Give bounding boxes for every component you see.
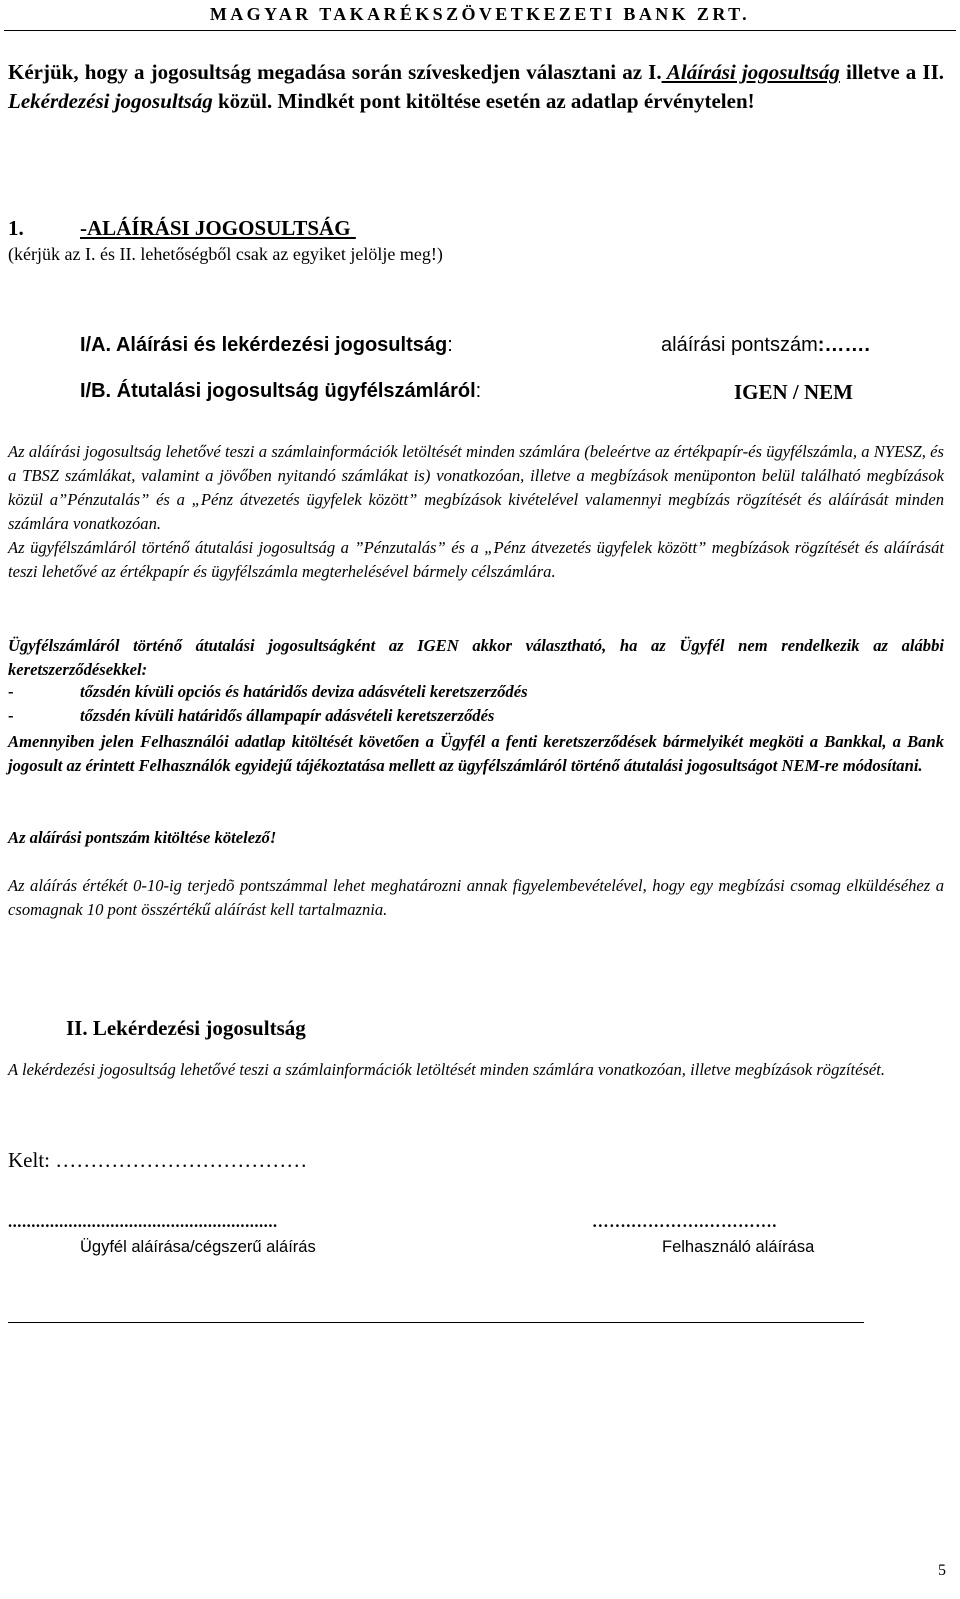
customer-signature-line[interactable]: ..........................................................	[8, 1212, 278, 1231]
customer-signature-label: Ügyfél aláírása/cégszerű aláírás	[80, 1238, 316, 1256]
notice-query-right: Lekérdezési jogosultság	[8, 89, 213, 113]
paragraph-transfer-condition: Ügyfélszámláról történő átutalási jogosultságként az IGEN akkor választható, ha az Ügyfél nem rendelkezik az alábbi keretszerződésekkel:	[8, 636, 944, 679]
option-ia-code: I/A.	[80, 334, 112, 356]
section-1-heading: -ALÁÍRÁSI JOGOSULTSÁG	[80, 216, 356, 240]
notice-text-3: közül. Mindkét pont kitöltése esetén az adatlap érvénytelen!	[212, 89, 755, 113]
notice-text-2: illetve a II.	[839, 60, 945, 84]
option-ib-label	[80, 380, 481, 403]
list-item	[8, 682, 528, 702]
paragraph-contract-change: Amennyiben jelen Felhasználói adatlap kitöltését követően a Ügyfél a fenti keretszerződések bármelyikét megköti a Bankkal, a Bank jogosult az érintett Felhasználók egyidejű tájékoztatása mellett az ügyfélszámláról történő átutalási jogosultságot NEM-re módosítani.	[8, 732, 944, 775]
paragraph-points-mandatory: Az aláírási pontszám kitöltése kötelező!	[8, 828, 277, 847]
option-ib-colon: :	[475, 380, 482, 402]
list-item-text: tőzsdén kívüli határidős állampapír adásvételi keretszerződés	[80, 706, 495, 725]
section-2-title: II. Lekérdezési jogosultság	[66, 1016, 306, 1040]
selection-notice	[8, 58, 944, 116]
list-item-text: tőzsdén kívüli opciós és határidős deviza adásvételi keretszerződés	[80, 682, 528, 701]
paragraph-signing-right: Az aláírási jogosultság lehetővé teszi a számlainformációk letöltését minden számlára (beleértve az értékpapír-és ügyfélszámla, a NYESZ, és a TBSZ számlákat, valamint a jövőben nyitandó számlákat is) vonatkozóan, illetve a megbízások menüponton belül található megbízások közül a”Pénzutalás” és a „Pénz átvezetés ügyfelek között” megbízások kivételével valamennyi megbízás rögzítését és aláírását minden számlára vonatkozóan.	[8, 442, 944, 533]
option-ib-text: Átutalási jogosultság ügyfélszámláról	[111, 380, 476, 402]
header-divider	[4, 30, 956, 31]
page-number: 5	[938, 1562, 946, 1579]
option-ia-colon: :	[447, 334, 453, 356]
list-dash: -	[8, 682, 14, 701]
notice-text-1: Kérjük, hogy a jogosultság megadása során szíveskedjen választani az I.	[8, 60, 662, 84]
paragraph-transfer-right: Az ügyfélszámláról történő átutalási jogosultság a ”Pénzutalás” és a „Pénz átvezetés ügyfelek között” megbízások rögzítését és aláírását teszi lehetővé az értékpapír és ügyfélszámla megterhelésével bármely célszámlára.	[8, 538, 944, 581]
signature-points-field[interactable]	[661, 334, 870, 357]
section-1-number: 1.	[8, 216, 24, 240]
user-signature-line[interactable]: …….………….………….	[592, 1212, 777, 1231]
paragraph-query-right: A lekérdezési jogosultság lehetővé teszi a számlainformációk letöltését minden számlára vonatkozóan, illetve megbízások rögzítését.	[8, 1060, 886, 1079]
list-item	[8, 706, 494, 726]
date-place-field[interactable]: Kelt: ………………………………	[8, 1148, 308, 1172]
option-ia-text: Aláírási és lekérdezési jogosultság	[111, 334, 448, 356]
bank-header: MAGYAR TAKARÉKSZÖVETKEZETI BANK ZRT.	[209, 4, 751, 24]
list-dash: -	[8, 706, 14, 725]
footer-divider	[8, 1322, 864, 1323]
section-1-title	[8, 216, 356, 241]
signature-points-dots: :…….	[817, 334, 870, 356]
paragraph-points-explanation: Az aláírás értékét 0-10-ig terjedõ pontszámmal lehet meghatározni annak figyelembevételével, hogy egy megbízási csomag elküldéséhez a csomagnak 10 pont összértékű aláírást kell tartalmaznia.	[8, 876, 944, 919]
notice-signing-right: Aláírási jogosultság	[661, 60, 840, 84]
option-ia-label	[80, 334, 453, 357]
transfer-yes-no-choice[interactable]: IGEN / NEM	[734, 380, 854, 404]
user-signature-label: Felhasználó aláírása	[662, 1238, 815, 1256]
section-1-subtitle: (kérjük az I. és II. lehetőségből csak az egyiket jelölje meg!)	[8, 244, 443, 264]
signature-points-label: aláírási pontszám	[661, 334, 818, 356]
option-ib-code: I/B.	[80, 380, 112, 402]
